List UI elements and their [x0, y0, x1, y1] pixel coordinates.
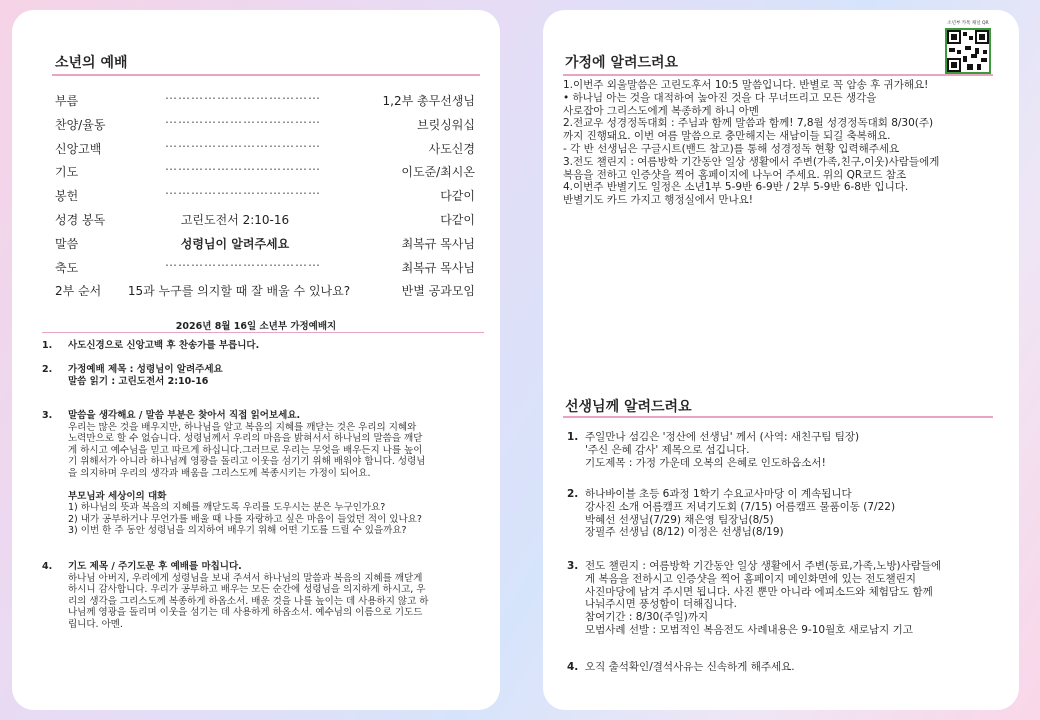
- order-label: 축도: [55, 260, 79, 275]
- divider: [42, 332, 484, 333]
- notice-line: 1.이번주 외울말씀은 고린도후서 10:5 말씀입니다. 반별로 꼭 암송 후 귀가해요!: [563, 79, 929, 91]
- order-label: 기도: [55, 165, 79, 180]
- item-number: 3.: [42, 410, 53, 421]
- order-row: [55, 88, 475, 110]
- item-line: '주신 은혜 감사' 제목으로 섬깁니다.: [585, 443, 750, 456]
- item-number: 1.: [42, 340, 53, 351]
- order-label: 찬양/율동: [55, 117, 106, 132]
- item-line: 하시니 감사합니다. 우리가 공부하고 배우는 모든 순간에 성령님을 의지하게 하시고, 우: [68, 584, 426, 595]
- item-body: [585, 661, 795, 674]
- item-number: 4.: [42, 561, 53, 572]
- order-leader: 브릿싱워십: [417, 117, 475, 132]
- order-leader: 다같이: [440, 213, 475, 227]
- order-row: [55, 254, 475, 277]
- item-line: 박혜선 선생님(7/29) 채은영 팀장님(8/5): [585, 513, 774, 526]
- notice-line: 사로잡아 그리스도에게 복종하게 하니 아멘: [563, 104, 759, 117]
- order-leader: 최복규 목사님: [401, 236, 475, 251]
- title-rule: [52, 74, 480, 76]
- item-line: 우리는 많은 것을 배우지만, 하나님을 알고 복음의 지혜를 깨닫는 것은 우리의 지혜와: [68, 421, 417, 433]
- item-line: 기 위해서가 아니라 하나님께 영광을 돌리고 이웃을 섬기기 위해 배워야 합니다. 성령님: [68, 456, 426, 467]
- order-leader: 최복규 목사님: [401, 260, 475, 275]
- order-detail: 성령님이 알려주세요: [180, 236, 290, 251]
- item-line: 나님께 영광을 돌리며 이웃을 섬기는 데 사용하게 하옵소서. 예수님의 이름으로 기도드: [68, 607, 423, 618]
- item-line: 사도신경으로 신앙고백 후 찬송가를 부릅니다.: [68, 340, 260, 351]
- qr-image: [945, 28, 991, 74]
- item-number: 4.: [567, 661, 579, 673]
- item-line: 말씀을 생각해요 / 말씀 부분은 찾아서 직접 읽어보세요.: [68, 410, 301, 421]
- notice-line: 반별기도 카드 가지고 행정실에서 만나요!: [563, 194, 753, 207]
- left-page: [12, 10, 500, 710]
- item-line: 말씀 읽기 : 고린도전서 2:10-16: [68, 375, 209, 387]
- order-row: [55, 282, 475, 300]
- order-label: 신앙고백: [55, 141, 102, 156]
- order-detail: ………………………………: [165, 135, 321, 150]
- order-leader: 이도준/최시온: [401, 165, 475, 180]
- item-line: 리의 생각을 그리스도께 복종하게 하옵소서. 배운 것을 나를 높이는 데 사용하지 않고 하: [68, 595, 429, 607]
- order-leader: 사도신경: [428, 141, 475, 156]
- order-row: [55, 135, 475, 158]
- order-label: 2부 순서: [55, 284, 102, 299]
- order-detail: 15과 누구를 의지할 때 잘 배울 수 있나요?: [127, 284, 351, 299]
- order-detail: ………………………………: [165, 254, 321, 269]
- notice-line: 2.전교우 성경정독대회 : 주님과 함께 말씀과 함께! 7,8월 성경정독대회 8/30(주): [563, 117, 934, 130]
- order-row: [55, 159, 475, 181]
- order-label: 부름: [55, 94, 79, 108]
- notice-line: - 각 반 선생님은 구글시트(밴드 참고)를 통해 성경정독 현황 입력해주세요: [563, 142, 900, 155]
- item-number: 3.: [567, 560, 579, 572]
- worship-title: 소년의 예배: [55, 55, 128, 71]
- item-line: 립니다. 아멘.: [68, 618, 123, 630]
- item-line: 1) 하나님의 뜻과 복음의 지혜를 깨닫도록 우리를 도우시는 분은 누구인가요?: [68, 502, 386, 513]
- notice-line: 4.이번주 반별기도 일정은 소년1부 5-9반 6-9반 / 2부 5-9반 6-8반 입니다.: [563, 181, 909, 194]
- order-leader: 반별 공과모임: [401, 284, 475, 299]
- notice-line: 까지 진행돼요. 이번 여름 말씀으로 충만해지는 새남이들 되길 축복해요.: [563, 130, 891, 143]
- order-row: [55, 235, 475, 253]
- notice-line: 3.전도 챌린지 : 여름방학 기간동안 일상 생활에서 주변(가족,친구,이웃)사람들에게: [563, 155, 940, 168]
- item-body: [68, 340, 468, 352]
- item-line: 부모님과 세상이의 대화: [68, 490, 167, 502]
- item-line: 장필주 선생님 (8/12) 이정은 선생님(8/19): [585, 526, 784, 539]
- title-rule: [563, 416, 993, 418]
- family-notice-lines: [563, 79, 939, 207]
- order-detail: ………………………………: [165, 183, 321, 198]
- item-line: 사진마당에 남겨 주시면 됩니다. 사진 뿐만 아니라 에피소드와 체험담도 함께: [585, 585, 933, 598]
- item-line: 기도 제목 / 주기도문 후 예배를 마칩니다.: [68, 561, 242, 572]
- title-rule: [563, 74, 993, 76]
- item-number: 1.: [567, 431, 579, 443]
- qr-pattern-icon: [947, 30, 989, 72]
- item-line: 3) 이번 한 주 동안 성령님을 의지하여 배우기 위해 어떤 기도를 드릴 수 있을까요?: [68, 525, 407, 536]
- item-line: 노력만으로 할 수 없습니다. 성령님께서 우리의 마음을 밝혀서서 하나님의 말씀을 깨닫: [68, 433, 423, 444]
- item-body: [585, 560, 941, 637]
- item-line: 2) 내가 공부하거나 무언가를 배울 때 나를 자랑하고 싶은 마음이 들었던 적이 있나요?: [68, 513, 422, 525]
- order-row: [55, 211, 475, 229]
- item-line: 강사진 소개 어름캠프 저녁기도회 (7/15) 어름캠프 물품이동 (7/22): [585, 500, 896, 513]
- item-line: 가정예배 제목 : 성령님이 알려주세요: [68, 364, 223, 375]
- item-line: 참여기간 : 8/30(주일)까지: [585, 611, 709, 624]
- notice-line: 복음을 전하고 인증샷을 찍어 홈페이지에 나누어 주세요. 위의 QR코드 참조: [563, 168, 907, 181]
- qr-caption: 소년부 카톡 채널 QR: [947, 21, 989, 26]
- order-detail: 고린도전서 2:10-16: [180, 213, 290, 227]
- item-line: 기도제목 : 가정 가운데 오복의 은혜로 인도하옵소서!: [585, 456, 826, 469]
- item-body: [68, 410, 468, 537]
- item-line: 오직 출석확인/결석사유는 신속하게 해주세요.: [585, 661, 795, 673]
- order-detail: ………………………………: [165, 88, 321, 102]
- item-body: [585, 431, 859, 469]
- order-label: 성경 봉독: [55, 213, 106, 227]
- order-leader: 다같이: [440, 189, 475, 204]
- item-number: 2.: [42, 364, 53, 375]
- item-line: 나눠주시면 풍성함이 더해집니다.: [585, 598, 738, 611]
- item-line: 을 의지하며 우리의 생각과 배움을 그리스도께 복종시키는 가정이 되어요.: [68, 467, 371, 479]
- family-notice-title: 가정에 알려드려요: [565, 55, 679, 71]
- item-body: [585, 488, 895, 539]
- item-line: 게 복음을 전하시고 인증샷을 찍어 홈페이지 메인화면에 있는 전도챌린지: [585, 572, 916, 585]
- right-page: [543, 10, 1019, 710]
- item-line: 하나님 아버지, 우리에게 성령님을 보내 주셔서 하나님의 말씀과 복음의 지혜를 깨닫게: [68, 572, 423, 584]
- order-label: 봉헌: [55, 189, 79, 204]
- qr-code[interactable]: [943, 20, 993, 78]
- item-line: [68, 479, 468, 491]
- item-line: 하나바이블 초등 6과정 1학기 수요교사마당 이 계속됩니다: [585, 488, 852, 500]
- item-number: 2.: [567, 488, 579, 500]
- order-leader: 1,2부 총무선생님: [382, 94, 475, 108]
- item-line: 전도 챌린지 : 여름방학 기간동안 일상 생활에서 주변(동료,가족,노방)사람들에: [585, 560, 942, 572]
- order-detail: ………………………………: [165, 111, 321, 126]
- order-row: [55, 111, 475, 134]
- order-row: [55, 183, 475, 205]
- item-line: 모범사례 선발 : 모범적인 복음전도 사례내용은 9-10월호 새로남지 기고: [585, 623, 913, 636]
- order-label: 말씀: [55, 236, 79, 251]
- teacher-notice-title: 선생님께 알려드려요: [565, 399, 692, 415]
- family-worship-title: 2026년 8월 16일 소년부 가정예배지: [175, 321, 337, 332]
- item-body: [68, 561, 468, 630]
- item-line: 게 하시고 예수님을 믿고 따르게 하십니다.그러므로 우리는 무엇을 배우든지 나를 높이: [68, 444, 423, 456]
- order-detail: ………………………………: [165, 159, 321, 174]
- item-body: [68, 364, 468, 387]
- notice-line: • 하나님 아는 것을 대적하여 높아진 것을 다 무너뜨리고 모든 생각을: [563, 91, 877, 104]
- item-line: 주일만나 섬김은 '정산에 선생님' 께서 (사역: 새친구팀 팀장): [585, 431, 860, 443]
